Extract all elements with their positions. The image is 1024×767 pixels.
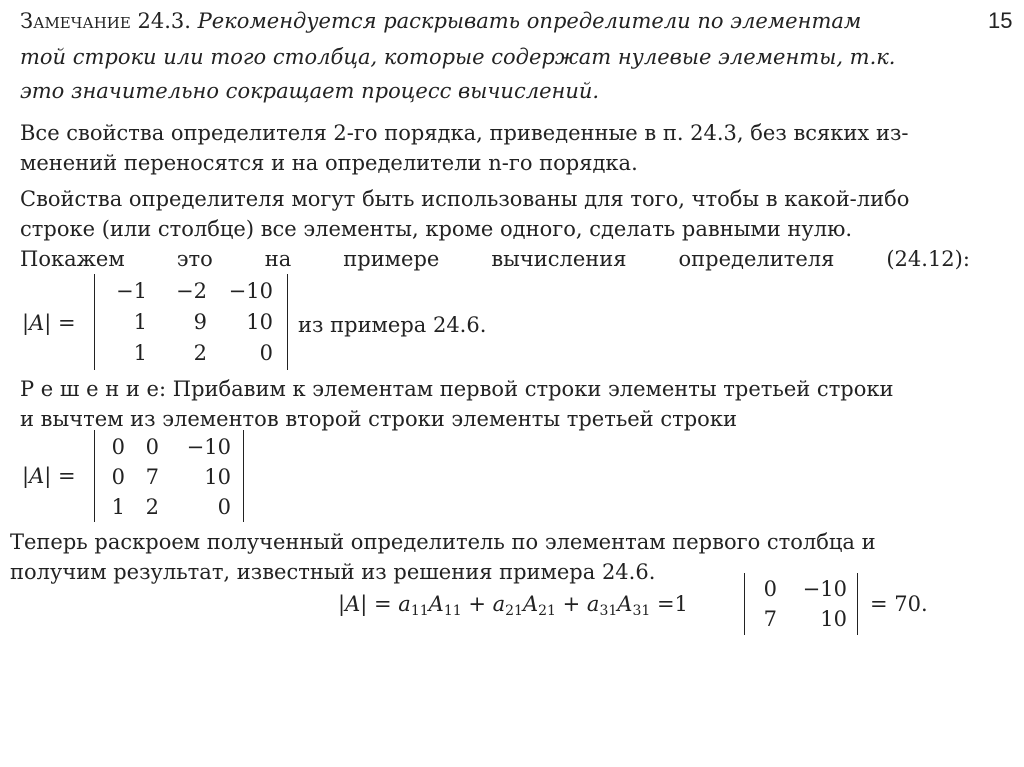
term-sub: 11: [443, 603, 462, 619]
det1-label: |A| =: [22, 311, 76, 335]
para3-line: [20, 244, 970, 274]
final-lhs: |A| =: [338, 592, 392, 616]
solution-label: Р е ш е н и е:: [20, 377, 167, 401]
matrix1-cell: −1: [116, 279, 147, 303]
matrix2-cell: 0: [111, 465, 125, 489]
para3-word: это: [176, 247, 213, 271]
matrix2-cell: 1: [111, 495, 125, 519]
para3-word: Покажем: [20, 247, 125, 271]
remark-label: Замечание 24.3.: [20, 9, 191, 33]
term-sub: 31: [599, 603, 618, 619]
matrix2-cell: 2: [145, 495, 159, 519]
matrix1-cell: 1: [133, 310, 147, 334]
term-A: A: [617, 592, 633, 616]
para3-word: на: [264, 247, 292, 271]
matrix2-cell: 0: [217, 495, 231, 519]
solution-text-1: Прибавим к элементам первой строки элементы третьей строки: [172, 377, 894, 401]
term-a: a: [492, 592, 506, 616]
solution-line-1: [20, 374, 894, 404]
final-formula: $|A| = a_{11}A_{11} + a_{21}A_{21} + a_{31}A_{31} =1$: [338, 592, 688, 619]
matrix1-cell: 2: [193, 341, 207, 365]
matrix2-cell: −10: [186, 435, 231, 459]
final-result: = 70.: [870, 592, 928, 616]
term-sub: 21: [505, 603, 523, 619]
matrix2-cell: 10: [204, 465, 231, 489]
para3-word: примере: [343, 247, 440, 271]
conclusion-line-2: получим результат, известный из решения примера 24.6.: [10, 560, 656, 584]
matrix2-cell: 0: [111, 435, 125, 459]
det2-label: |A| =: [22, 464, 76, 488]
matrix1-cell: 0: [259, 341, 273, 365]
matrix1-cell: 9: [193, 310, 207, 334]
final-matrix: [744, 573, 858, 635]
final-matrix-cell: 10: [820, 607, 847, 631]
matrix1-cell: −2: [176, 279, 207, 303]
para1-line-1: Все свойства определителя 2-го порядка, приведенные в п. 24.3, без всяких из-: [20, 121, 909, 145]
term-a: a: [586, 592, 600, 616]
term-sub: 11: [410, 603, 429, 619]
conclusion-line-1: Теперь раскроем полученный определитель по элементам первого столбца и: [10, 530, 876, 554]
final-matrix-cell: −10: [802, 577, 847, 601]
matrix1-cell: 10: [246, 310, 273, 334]
para2-line-2: строке (или столбце) все элементы, кроме одного, сделать равными нулю.: [20, 217, 853, 241]
matrix1-cell: −10: [228, 279, 273, 303]
term-A: A: [428, 592, 444, 616]
page-number: 15: [988, 8, 1013, 33]
matrix2: [94, 430, 244, 522]
remark-line-2: той строки или того столбца, которые содержат нулевые элементы, т.к.: [20, 45, 896, 69]
remark-text-1: Рекомендуется раскрывать определители по элементам: [197, 9, 862, 33]
final-matrix-cell: 0: [763, 577, 777, 601]
matrix2-cell: 7: [145, 465, 159, 489]
matrix1: [94, 274, 288, 370]
para3-word: (24.12):: [886, 247, 970, 271]
para3-word: вычисления: [491, 247, 627, 271]
para2-line-1: Свойства определителя могут быть использованы для того, чтобы в какой-либо: [20, 187, 910, 211]
para3-word: определителя: [678, 247, 835, 271]
term-sub: 21: [538, 603, 556, 619]
term-a: a: [398, 592, 411, 616]
term-A: A: [522, 592, 539, 616]
matrix2-cell: 0: [145, 435, 159, 459]
term-sub: 31: [632, 603, 651, 619]
matrix1-cell: 1: [133, 341, 147, 365]
final-coef: 1: [674, 592, 688, 616]
matrix1-note: из примера 24.6.: [298, 313, 487, 337]
para1-line-2: менений переносятся и на определители n-го порядка.: [20, 151, 638, 175]
remark-line-3: это значительно сокращает процесс вычислений.: [20, 79, 600, 103]
solution-line-2: и вычтем из элементов второй строки элементы третьей строки: [20, 407, 737, 431]
final-matrix-cell: 7: [763, 607, 777, 631]
remark-line-1: [20, 6, 861, 36]
